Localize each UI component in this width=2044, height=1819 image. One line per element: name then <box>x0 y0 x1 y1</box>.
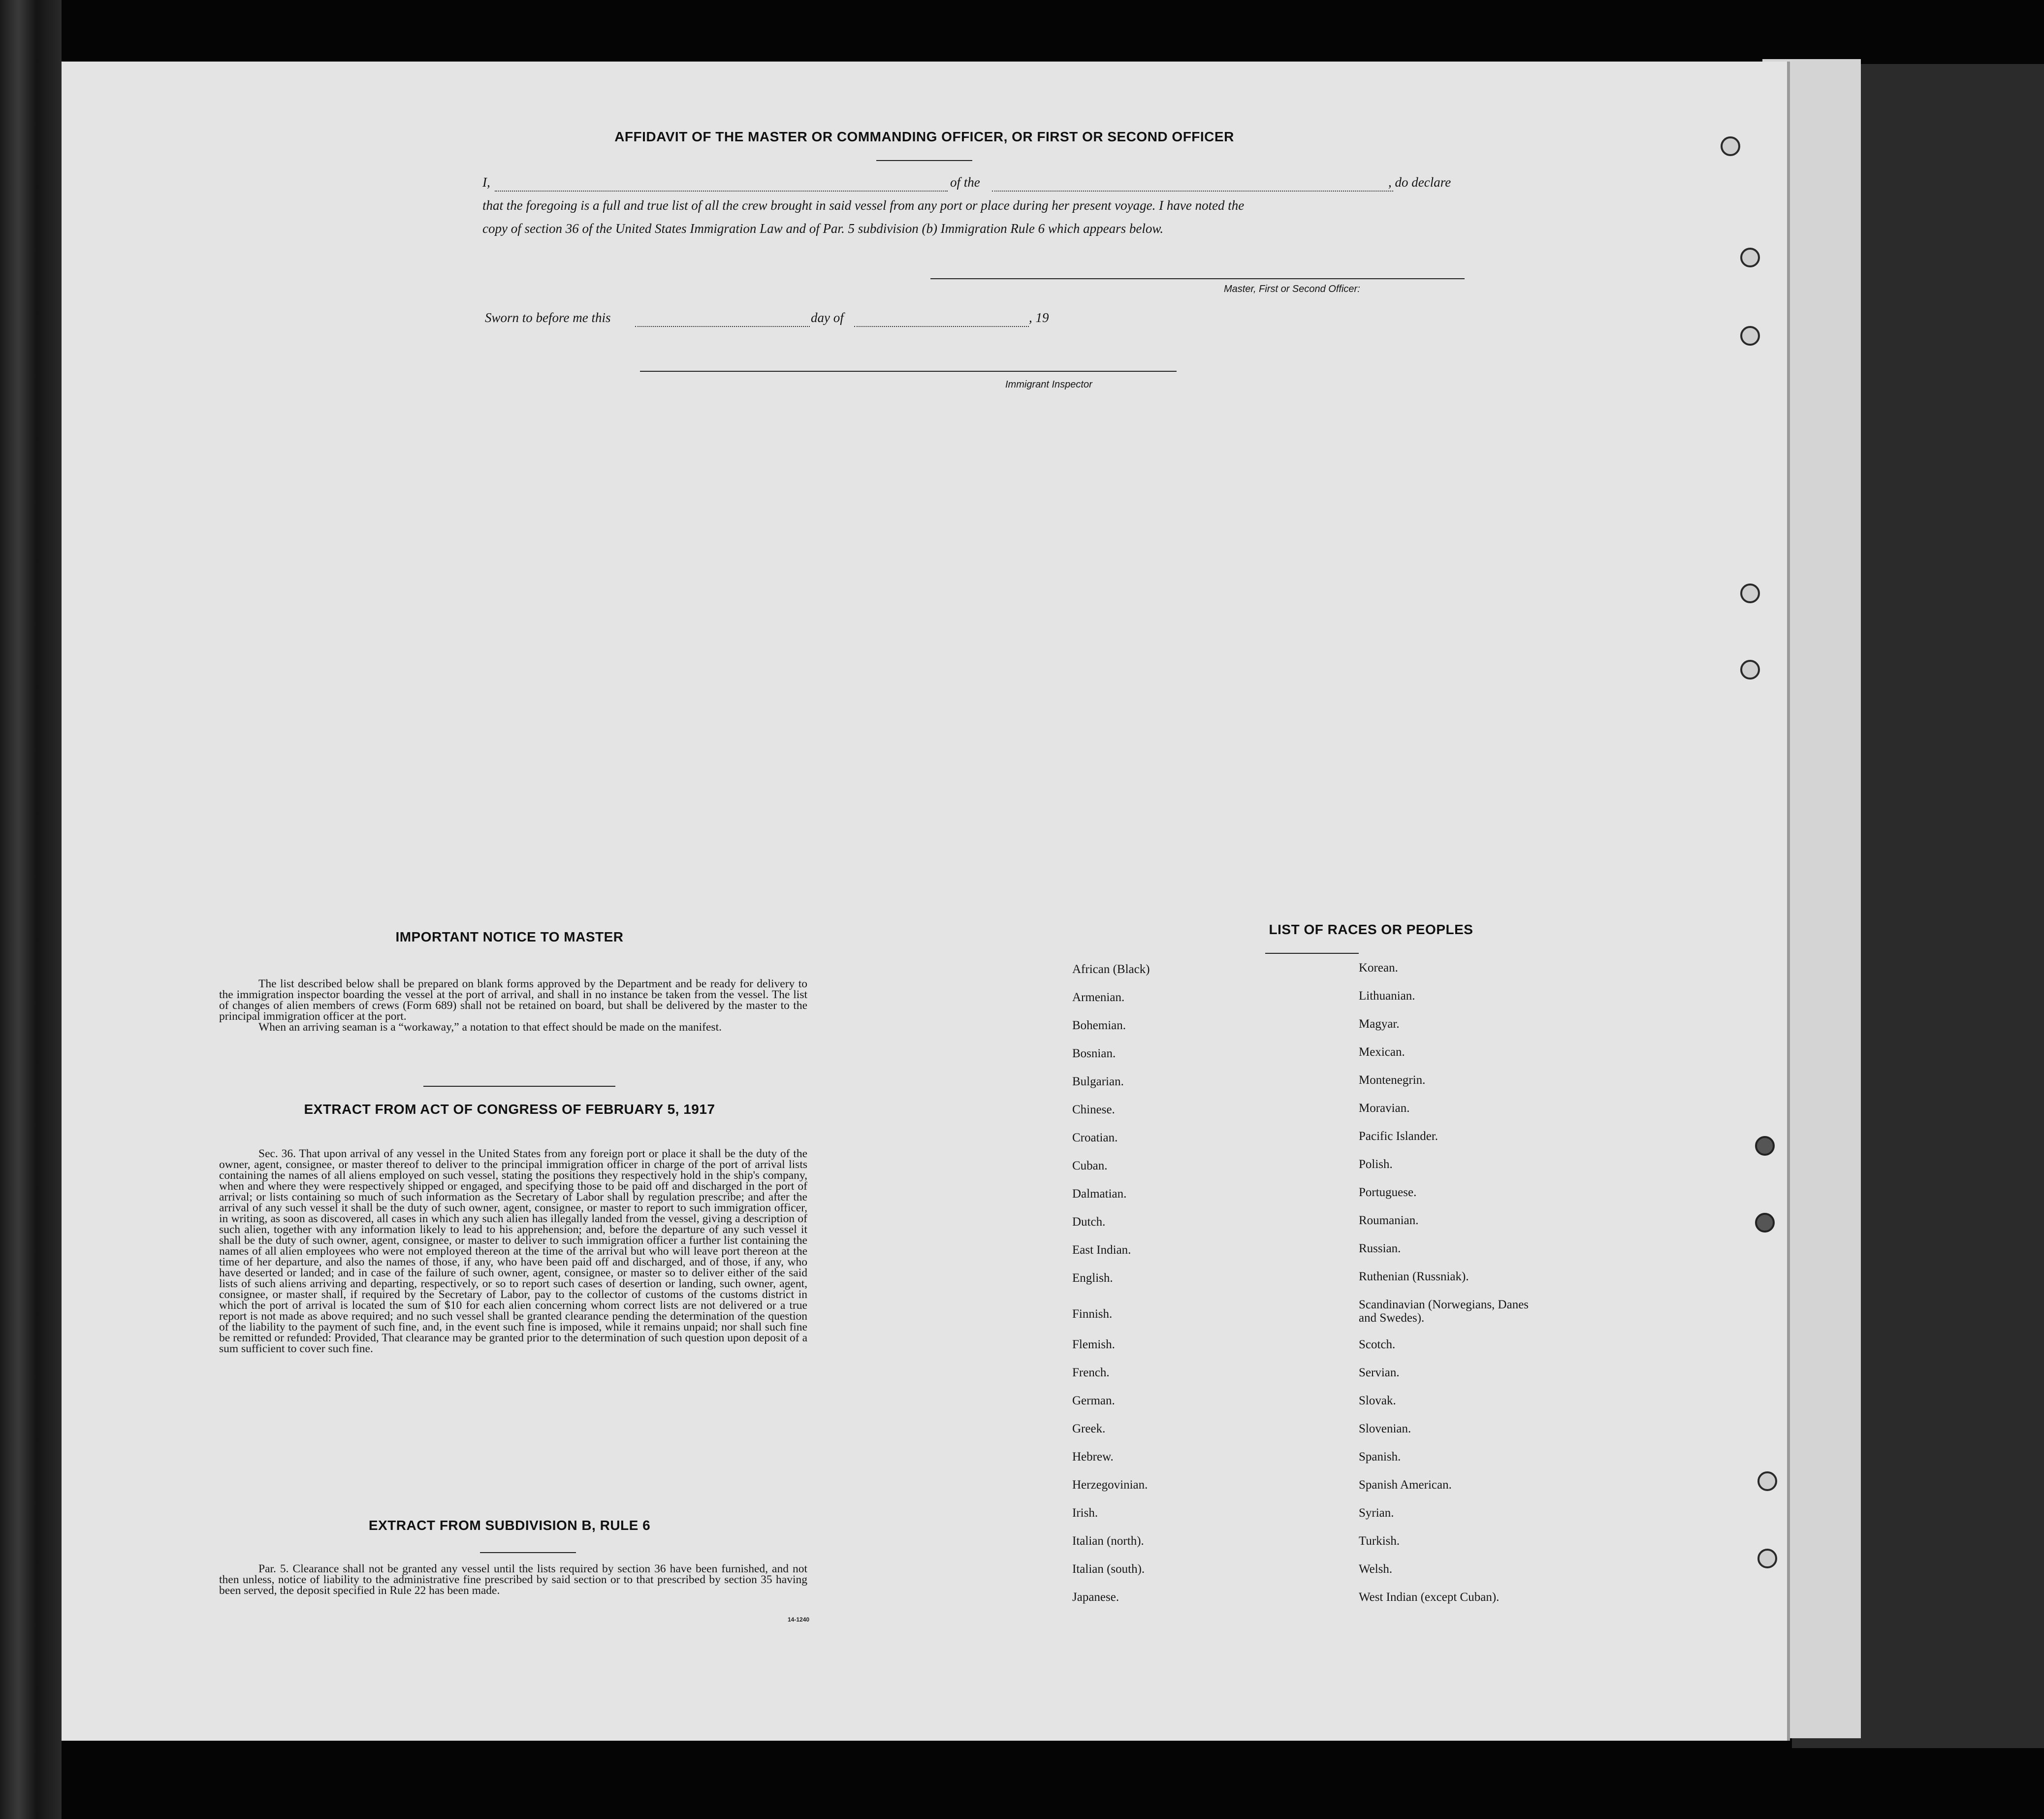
rule-extract-title: EXTRACT FROM SUBDIVISION B, RULE 6 <box>368 1518 651 1533</box>
race-item: Italian (north). <box>1072 1534 1144 1548</box>
manifest-back-page <box>62 62 1787 1741</box>
rule-title-rule <box>480 1552 576 1553</box>
binder-hole <box>1721 136 1740 156</box>
sworn-year: , 19 <box>1029 310 1049 325</box>
race-item: Dalmatian. <box>1072 1187 1127 1201</box>
binder-hole <box>1740 248 1760 267</box>
race-item: French. <box>1072 1366 1110 1379</box>
race-item: Bohemian. <box>1072 1019 1126 1032</box>
inspector-label: Immigrant Inspector <box>1005 379 1092 390</box>
sworn-text: Sworn to before me this <box>485 310 611 325</box>
officer-signature-label: Master, First or Second Officer: <box>1224 284 1360 294</box>
race-item: Croatian. <box>1072 1131 1118 1144</box>
notice-paragraph-2: When an arriving seaman is a “workaway,” a notation to that effect should be made on the manifest. <box>258 1021 722 1034</box>
affidavit-line2: that the foregoing is a full and true list of all the crew brought in said vessel from any port or place during her present voyage. I have noted the <box>482 198 1245 213</box>
act-extract-title: EXTRACT FROM ACT OF CONGRESS OF FEBRUARY 5, 1917 <box>304 1102 715 1117</box>
races-title-rule <box>1265 953 1359 954</box>
race-item: Korean. <box>1359 961 1398 974</box>
act-extract-text <box>219 1148 807 1354</box>
race-item: Bulgarian. <box>1072 1075 1124 1088</box>
affidavit-title: AFFIDAVIT OF THE MASTER OR COMMANDING OFFICER, OR FIRST OR SECOND OFFICER <box>614 129 1234 144</box>
notice-text <box>219 978 807 1033</box>
vessel-name-field[interactable] <box>992 191 1393 192</box>
binder-hole <box>1740 584 1760 603</box>
race-item: Pacific Islander. <box>1359 1130 1438 1143</box>
race-item: Spanish American. <box>1359 1478 1452 1492</box>
race-item: Ruthenian (Russniak). <box>1359 1270 1469 1283</box>
race-item: Greek. <box>1072 1422 1106 1435</box>
form-number: 14-1240 <box>788 1616 810 1623</box>
race-item: Magyar. <box>1359 1017 1400 1031</box>
races-title: LIST OF RACES OR PEOPLES <box>1269 922 1473 937</box>
race-item: Russian. <box>1359 1242 1401 1255</box>
race-item: Montenegrin. <box>1359 1073 1426 1087</box>
race-item: Moravian. <box>1359 1102 1410 1115</box>
race-item: Syrian. <box>1359 1506 1394 1520</box>
race-item: English. <box>1072 1271 1113 1285</box>
race-item: Chinese. <box>1072 1103 1115 1116</box>
binder-hole <box>1740 326 1760 346</box>
race-item: West Indian (except Cuban). <box>1359 1591 1500 1604</box>
race-item: Irish. <box>1072 1506 1098 1520</box>
notice-rule <box>423 1086 615 1087</box>
officer-signature-line[interactable] <box>930 278 1465 279</box>
inspector-signature-line[interactable] <box>640 371 1177 372</box>
race-item: Portuguese. <box>1359 1186 1417 1199</box>
race-item: Slovenian. <box>1359 1422 1411 1435</box>
race-item: Hebrew. <box>1072 1450 1114 1463</box>
sworn-day-field[interactable] <box>635 326 810 327</box>
par-5-text: Par. 5. Clearance shall not be granted any vessel until the lists required by section 36 have been furnished, and not then unless, notice of liability to the administrative fine prescribed by said section or to that prescribed by section 35 having been served, the deposit specified in Rule 22 has been made. <box>219 1562 807 1597</box>
sworn-day-of: day of <box>811 310 844 325</box>
binder-edge <box>0 0 62 1819</box>
rule-extract-text <box>219 1563 807 1596</box>
race-item: East Indian. <box>1072 1243 1131 1257</box>
title-rule <box>876 160 972 161</box>
race-item: Armenian. <box>1072 991 1125 1004</box>
race-item: German. <box>1072 1394 1115 1407</box>
binder-hole <box>1757 1549 1777 1568</box>
binder-hole <box>1755 1136 1775 1156</box>
race-item: Mexican. <box>1359 1045 1405 1059</box>
affidavit-line3: copy of section 36 of the United States Immigration Law and of Par. 5 subdivision (b) Immigration Rule 6 which appears below. <box>482 221 1164 236</box>
race-item: Italian (south). <box>1072 1562 1145 1576</box>
affidavit-of-the: of the <box>950 175 980 190</box>
binder-hole <box>1757 1471 1777 1491</box>
affidavit-i: I, <box>482 175 490 190</box>
race-item: Bosnian. <box>1072 1047 1116 1060</box>
race-item: Flemish. <box>1072 1338 1115 1351</box>
race-item: Lithuanian. <box>1359 989 1415 1003</box>
race-item: Scotch. <box>1359 1338 1396 1351</box>
race-item: Welsh. <box>1359 1562 1393 1576</box>
race-item: Roumanian. <box>1359 1214 1419 1227</box>
race-item: Cuban. <box>1072 1159 1108 1172</box>
race-item: Finnish. <box>1072 1307 1113 1321</box>
notice-paragraph-1: The list described below shall be prepared on blank forms approved by the Department and be ready for delivery to the immigration inspector boarding the vessel at the port of arrival, and shall in no instance be taken from the vessel. The list of changes of alien members of crews (Form 689) shall not be retained on board, but shall be delivered by the master to the principal immigration officer at the port. <box>219 977 807 1023</box>
race-item: Herzegovinian. <box>1072 1478 1148 1492</box>
binder-hole <box>1755 1213 1775 1233</box>
race-item: Japanese. <box>1072 1591 1119 1604</box>
race-item: African (Black) <box>1072 963 1150 976</box>
sworn-month-field[interactable] <box>854 326 1029 327</box>
race-item: Spanish. <box>1359 1450 1401 1463</box>
notice-title: IMPORTANT NOTICE TO MASTER <box>395 929 624 944</box>
race-item: Turkish. <box>1359 1534 1400 1548</box>
affidavit-declare: , do declare <box>1388 175 1451 190</box>
binder-hole <box>1740 660 1760 680</box>
race-item: Scandinavian (Norwegians, Danes and Swedes). <box>1359 1298 1529 1325</box>
race-item: Servian. <box>1359 1366 1400 1379</box>
race-item: Polish. <box>1359 1158 1393 1171</box>
race-item: Dutch. <box>1072 1215 1106 1229</box>
master-name-field[interactable] <box>495 191 948 192</box>
section-36-text: Sec. 36. That upon arrival of any vessel in the United States from any foreign port or place it shall be the duty of the owner, agent, consignee, or master thereof to deliver to the principal immigration officer in charge of the port of arrival lists containing the names of all aliens employed on such vessel, stating the positions they respectively hold in the ship's company, when and where they were respectively shipped or engaged, and specifying those to be paid off and discharged in the port of arrival; or lists containing so much of such information as the Secretary of Labor shall by regulation prescribe; and after the arrival of any such vessel it shall be the duty of such owner, agent, consignee, or master to report to such immigration officer, in writing, as soon as discovered, all cases in which any such alien has illegally landed from the vessel, giving a description of such alien, together with any information likely to lead to his apprehension; and, before the departure of any such vessel it shall be the duty of such owner, agent, consignee, or master to deliver to such immigration officer a further list containing the names of all alien employees who were not employed thereon at the time of the arrival but who will leave port thereon at the time of her departure, and also the names of those, if any, who have been paid off and discharged, and of those, if any, who have deserted or landed; and in case of the failure of such owner, agent, consignee, or master so to deliver either of the said lists of such aliens arriving and departing, respectively, or so to report such cases of desertion or landing, such owner, agent, consignee, or master shall, if required by the Secretary of Labor, pay to the collector of customs of the customs district in which the port of arrival is located the sum of $10 for each alien concerning whom correct lists are not delivered or a true report is not made as above required; and no such vessel shall be granted clearance pending the determination of the question of the liability to the payment of such fine, and, in the event such fine is imposed, while it remains unpaid; nor shall such fine be remitted or refunded: Provided, That clearance may be granted prior to the determination of such question upon deposit of a sum sufficient to cover such fine. <box>219 1147 807 1355</box>
race-item: Slovak. <box>1359 1394 1396 1407</box>
